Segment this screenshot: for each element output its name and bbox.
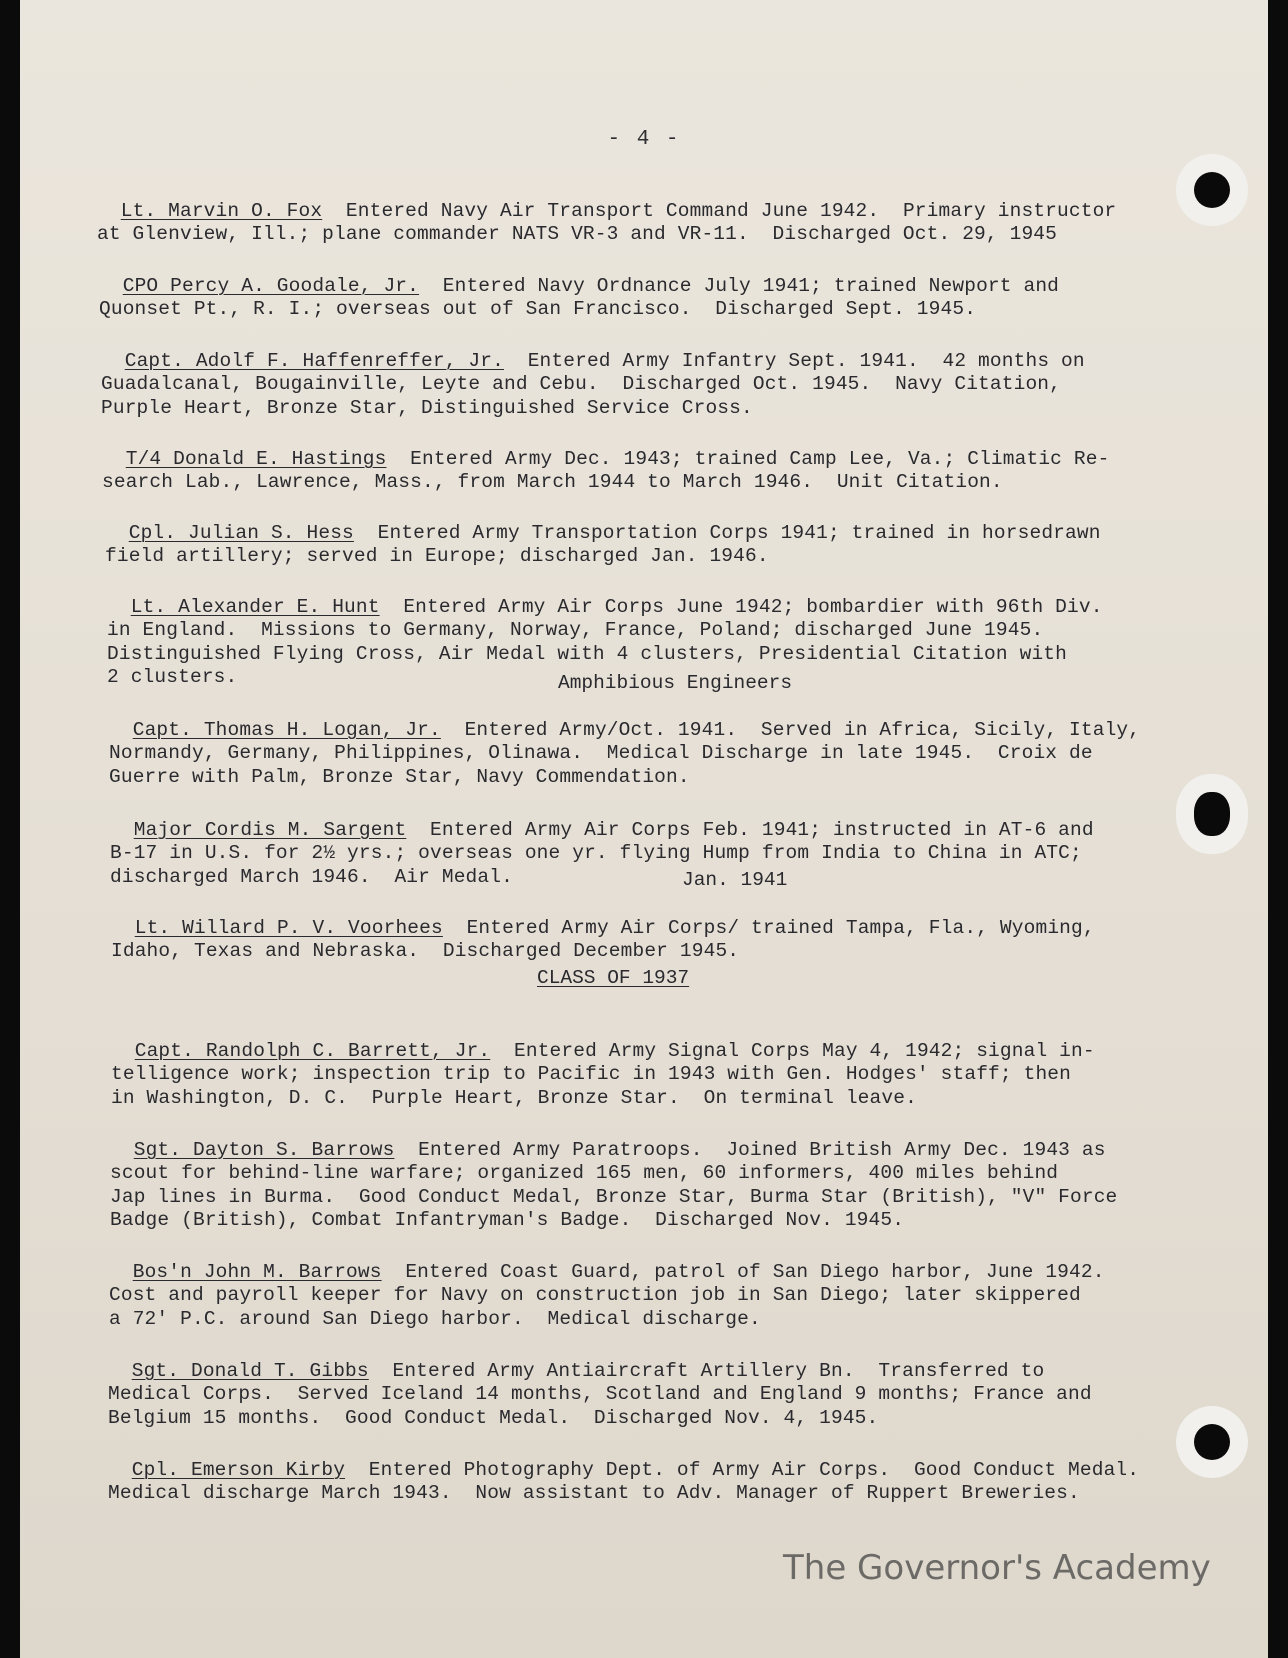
- entry-line: Cost and payroll keeper for Navy on construction job in San Diego; later skippered: [109, 1284, 1081, 1306]
- entry-line: at Glenview, Ill.; plane commander NATS VR-3 and VR-11. Discharged Oct. 29, 1945: [97, 223, 1058, 245]
- entry-line: Entered Navy Ordnance July 1941; trained Newport and: [419, 274, 1060, 297]
- watermark: The Governor's Academy: [783, 1548, 1211, 1588]
- entry-name: Major Cordis M. Sargent: [133, 818, 407, 841]
- entry-line: Quonset Pt., R. I.; overseas out of San Francisco. Discharged Sept. 1945.: [99, 298, 977, 320]
- entry-name: Bos'n John M. Barrows: [132, 1260, 382, 1283]
- entry-line: Entered Army Antiaircraft Artillery Bn. Transferred to: [368, 1359, 1045, 1382]
- entry-line: Entered Army Paratroops. Joined British Army Dec. 1943 as: [394, 1138, 1106, 1161]
- entry-line: Entered Army Infantry Sept. 1941. 42 months on: [503, 349, 1085, 372]
- entry-line: discharged March 1946. Air Medal.: [110, 865, 513, 888]
- entry-name: Sgt. Dayton S. Barrows: [133, 1138, 395, 1161]
- entry-line: a 72' P.C. around San Diego harbor. Medical discharge.: [109, 1307, 761, 1330]
- entry-line: scout for behind-line warfare; organized 165 men, 60 informers, 400 miles behind: [110, 1162, 1059, 1184]
- entry-goodale: [99, 251, 1059, 322]
- entry-line: Entered Army Air Corps/ trained Tampa, Fla., Wyoming,: [442, 916, 1095, 939]
- entry-name: Lt. Willard P. V. Voorhees: [134, 916, 443, 939]
- page-number: - 4 -: [607, 128, 681, 151]
- entry-line: Jap lines in Burma. Good Conduct Medal, Bronze Star, Burma Star (British), "V" Force: [110, 1185, 1118, 1208]
- entry-line: Entered Coast Guard, patrol of San Diego harbor, June 1942.: [381, 1260, 1105, 1283]
- handwritten-note: Amphibious Engineers: [558, 672, 793, 694]
- entry-line: Entered Navy Air Transport Command June 1942. Primary instructor: [322, 199, 1117, 222]
- entry-name: Capt. Randolph C. Barrett, Jr.: [134, 1039, 491, 1062]
- entry-line: Medical Corps. Served Iceland 14 months, Scotland and England 9 months; France and: [108, 1383, 1092, 1405]
- entry-voorhees: [111, 893, 1095, 964]
- entry-name: Lt. Marvin O. Fox: [120, 199, 323, 222]
- entry-line: Entered Army Transportation Corps 1941; trained in horsedrawn: [353, 521, 1101, 544]
- entry-name: Capt. Adolf F. Haffenreffer, Jr.: [124, 349, 504, 372]
- entry-line: Distinguished Flying Cross, Air Medal with 4 clusters, Presidential Citation with: [107, 642, 1068, 665]
- entry-hess: [105, 498, 1101, 569]
- entry-line: Entered Photography Dept. of Army Air Corps. Good Conduct Medal.: [345, 1458, 1140, 1481]
- entry-line: Purple Heart, Bronze Star, Distinguished Service Cross.: [101, 396, 753, 419]
- entry-name: Capt. Thomas H. Logan, Jr.: [132, 718, 441, 741]
- entry-line: in England. Missions to Germany, Norway, France, Poland; discharged June 1945.: [107, 619, 1044, 641]
- entry-barrett: [111, 1016, 1095, 1110]
- punch-hole: [1194, 1424, 1230, 1460]
- entry-name: Sgt. Donald T. Gibbs: [131, 1359, 369, 1382]
- entry-line: search Lab., Lawrence, Mass., from March 1944 to March 1946. Unit Citation.: [102, 471, 1003, 493]
- entry-haffenreffer: [101, 326, 1085, 420]
- entry-fox: [97, 176, 1116, 247]
- entry-line: 2 clusters.: [107, 666, 238, 688]
- entry-line: Guerre with Palm, Bronze Star, Navy Commendation.: [109, 765, 690, 788]
- class-heading: CLASS OF 1937: [537, 967, 690, 989]
- entry-line: Entered Army Air Corps Feb. 1941; instructed in AT-6 and: [406, 818, 1094, 841]
- entry-name: Lt. Alexander E. Hunt: [130, 595, 380, 618]
- entry-hastings: [102, 424, 1109, 495]
- entry-dayton-barrows: [110, 1115, 1117, 1233]
- entry-line: Guadalcanal, Bougainville, Leyte and Cebu. Discharged Oct. 1945. Navy Citation,: [101, 373, 1062, 395]
- entry-line: Idaho, Texas and Nebraska. Discharged December 1945.: [111, 940, 740, 962]
- entry-line: field artillery; served in Europe; discharged Jan. 1946.: [105, 545, 769, 567]
- entry-sargent: [110, 795, 1094, 889]
- entry-line: telligence work; inspection trip to Pacific in 1943 with Gen. Hodges' staff; then: [111, 1063, 1072, 1085]
- entry-gibbs: [108, 1336, 1092, 1430]
- punch-hole: [1194, 172, 1230, 208]
- entry-line: Entered Army Air Corps June 1942; bombardier with 96th Div.: [379, 595, 1103, 618]
- entry-logan: [109, 695, 1140, 789]
- entry-line: Badge (British), Combat Infantryman's Badge. Discharged Nov. 1945.: [110, 1209, 905, 1231]
- entry-kirby: [108, 1435, 1139, 1506]
- entry-line: in Washington, D. C. Purple Heart, Bronze Star. On terminal leave.: [111, 1086, 917, 1109]
- entry-line: Entered Army Dec. 1943; trained Camp Lee, Va.; Climatic Re-: [386, 447, 1110, 470]
- entry-name: CPO Percy A. Goodale, Jr.: [122, 274, 420, 297]
- entry-line: Entered Army/Oct. 1941. Served in Africa, Sicily, Italy,: [440, 718, 1141, 741]
- punch-hole: [1194, 792, 1230, 836]
- entry-name: Cpl. Emerson Kirby: [131, 1458, 346, 1481]
- entry-john-barrows: [109, 1237, 1105, 1331]
- entry-line: Belgium 15 months. Good Conduct Medal. Discharged Nov. 4, 1945.: [108, 1406, 879, 1429]
- entry-line: Medical discharge March 1943. Now assistant to Adv. Manager of Ruppert Breweries.: [108, 1482, 1080, 1504]
- entry-line: Normandy, Germany, Philippines, Olinawa. Medical Discharge in late 1945. Croix de: [109, 742, 1093, 764]
- handwritten-note: Jan. 1941: [682, 869, 788, 891]
- entry-name: T/4 Donald E. Hastings: [125, 447, 387, 470]
- entry-line: Entered Army Signal Corps May 4, 1942; signal in-: [490, 1039, 1095, 1062]
- entry-name: Cpl. Julian S. Hess: [128, 521, 354, 544]
- entry-line: B-17 in U.S. for 2½ yrs.; overseas one yr. flying Hump from India to China in ATC;: [110, 842, 1082, 864]
